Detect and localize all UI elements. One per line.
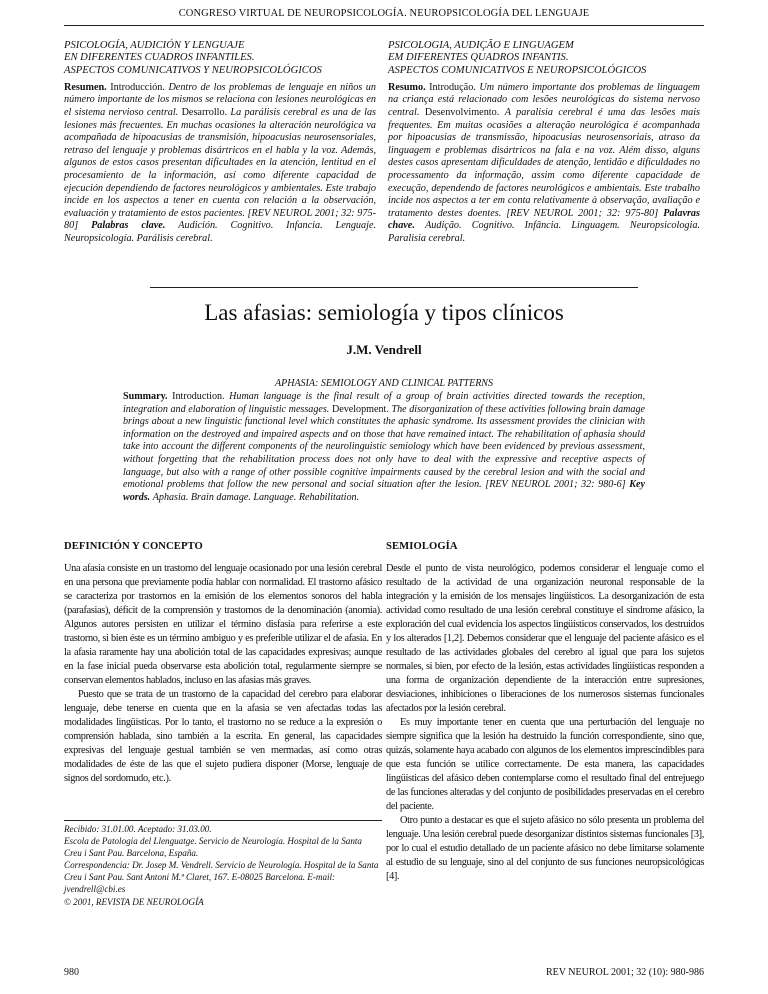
abstract-label: Summary. (123, 391, 168, 402)
paragraph: Desde el punto de vista neurológico, podemos considerar el lenguaje como el resultado de la actividad de una organización neuronal responsable de la integración y la emisión de los mensajes lingüísticos. La desorganización de esta actividad como resultado de una lesión cerebral constituye el síndrome afásico, la exploración del cual evidencia los aspectos lingüísticos conservados, los destruidos y los alterados [1,2]. Debemos considerar que el lenguaje del paciente afásico es el resultado de las actividades globales del cerebro al igual que para los sujetos normales, si bien, por efecto de la lesión, estas actividades lingüísticas responden a una forma de organización dependiente de la interacción entre supresiones, desviaciones, inhibiciones o liberaciones de los numerosos sistemas funcionales afectados por la lesión cerebral. (386, 563, 704, 714)
divider (150, 287, 638, 288)
abstract-en: Summary. Introduction. Human language is the final result of a group of brain activities directed towards the reception, integration and elaboration of linguistic messages. Development. The disorganization of these activities following brain damage brings about a new linguistic functional level which constitutes the aphasic syndrome. Its assessment provides the clinician with information on the destroyed and impaired aspects and on those that have remained intact. The rehabilitation of aphasia should take into account the different components of the neurolinguistic semiology which have been evidenced by previous assessment, without forgetting that the rehabilitation process does not only have to deal with the expressive and receptive aspects of language, but also with a range of other possible cognitive impairments caused by the cerebral lesion and with the social and emotional problems that follow the new personal and social situation after the lesion. [REV NEUROL 2001; 32: 980-6] Key words. Aphasia. Brain damage. Language. Rehabilitation. (123, 391, 645, 503)
keywords: Audición. Cognitivo. Infancia. Lenguaje. Neuropsicología. Parálisis cerebral. (64, 220, 377, 245)
abstract-pt (388, 40, 700, 246)
affiliation: Escola de Patologia del Llenguatge. Servicio de Neurología. Hospital de la Santa Creu i Sant Pau. Barcelona, España. (64, 836, 362, 859)
abstract-label: Resumo. (388, 81, 426, 93)
keywords-label: Palabras clave. (91, 220, 166, 232)
paragraph: Una afasia consiste en un trastorno del lenguaje ocasionado por una lesión cerebral en una persona que previamente podía hablar con normalidad. El trastorno afásico se caracteriza por trastornos en la emisión de los elementos sonoros del habla (parafasias), déficit de la comprensión y trastornos de la denominación (anomia). Algunos autores persisten en utilizar el término disfasia para referirse a este trastorno, si bien éste es un término ambiguo y es preferible utilizar el de afasia. En la afasia raramente hay una abolición total de las capacidades expresivas; aunque en la fase inicial pueda observarse esta abolición total, regularmente siempre se conservan elementos hablados, incluso en las afasias más graves. (64, 563, 382, 686)
paragraph: Puesto que se trata de un trastorno de la capacidad del cerebro para elaborar lenguaje, debe tenerse en cuenta que en la afasia se ven afectadas todas las modalidades lingüísticas. Por lo tanto, el trastorno no se reduce a la expresión o comprensión hablada, sino también a la escrita. En general, las capacidades expresivas del lenguaje gestual también se ven mermadas, así como otras modalidades de éste de las que el sujeto pudiera disponer (Morse, lenguaje de signos del sordomudo, etc.). (64, 689, 382, 784)
abstract-en-title: APHASIA: SEMIOLOGY AND CLINICAL PATTERNS (275, 378, 493, 389)
keywords: Aphasia. Brain damage. Language. Rehabilitation. (152, 491, 360, 503)
section-heading: DEFINICIÓN Y CONCEPTO (64, 541, 203, 552)
correspondence: Correspondencia: Dr. Josep M. Vendrell. Servicio de Neurología. Hospital de la Santa Creu i Sant Pau. Sant Antoni M.ª Claret, 167. E-08025 Barcelona. E-mail: jvendrell@cbi.es (64, 860, 379, 895)
copyright: © 2001, REVISTA DE NEUROLOGÍA (64, 896, 204, 907)
journal-citation: REV NEUROL 2001; 32 (10): 980-986 (545, 967, 704, 978)
body-column-left (64, 540, 382, 786)
abstract-es-title: PSICOLOGÍA, AUDICIÓN Y LENGUAJE EN DIFERENTES CUADROS INFANTILES. ASPECTOS COMUNICATIVOS Y NEUROPSICOLÓGICOS (64, 40, 322, 76)
author: J.M. Vendrell (346, 342, 422, 357)
abstract-label: Resumen. (64, 81, 107, 93)
abstract-es-body: Resumen. Introducción. Dentro de los problemas de lenguaje en niños un número importante de los mismos se relaciona con lesiones neurológicas en el sistema nervioso central. Desarrollo. La parálisis cerebral es una de las lesiones más frecuentes. En muchas ocasiones la alteración neurológica va acompañada de hipoacusias de transmisión, hipoacusias neurosensoriales, retraso del lenguaje y problemas disártricos en el habla y la voz. Además, algunos de estos casos presentan dificultades en la atención, lentitud en el procesamiento de la información, así como diferente capacidad de ejecución dependiendo de factores neurológicos y ambientales. Este trabajo incide en los aspectos a tener en cuenta con relación a la observación, evaluación y tratamiento de estos pacientes. [REV NEUROL 2001; 32: 975-80] Palabras clave. Audición. Cognitivo. Infancia. Lenguaje. Neuropsicología. Parálisis cerebral. (64, 81, 377, 245)
article-metadata (64, 820, 382, 908)
received-date: Recibido: 31.01.00. Aceptado: 31.03.00. (64, 824, 212, 834)
page-number: 980 (64, 967, 79, 978)
abstract-pt-body: Resumo. Introdução. Um número importante dos problemas de linguagem na criança está relacionado com lesões neurológicas do sistema nervoso central. Desenvolvimento. A paralisia cerebral é uma das lesões mais frequentes. Em muitas ocasiões a alteração neurológica é acompanhada por hipoacusias de transmissão, hipoacusias neurosensoriais, atraso da linguagem e problemas disártricos na fala e na voz. Além disso, alguns destes casos apresentam dificuldades de atenção, lentidão e dificuldades no processamento da informação, assim como diferente capacidade de execução, dependendo de factores neurológicos e ambientais. Este trabalho incide nos aspectos a ter em conta relativamente à observação, avaliação e tratamento destes doentes. [REV NEUROL 2001; 32: 975-80] Palavras chave. Audição. Cognitivo. Infância. Linguagem. Neuropsicologia. Paralisia cerebral. (388, 81, 701, 245)
section-heading: SEMIOLOGÍA (386, 541, 458, 552)
running-head: CONGRESO VIRTUAL DE NEUROPSICOLOGÍA. NEUROPSICOLOGÍA DEL LENGUAJE (64, 8, 704, 26)
abstract-pt-title: PSICOLOGIA, AUDIÇÃO E LINGUAGEM EM DIFERENTES QUADROS INFANTIS. ASPECTOS COMUNICATIVOS E NEUROPSICOLÓGICOS (388, 40, 647, 76)
keywords: Audição. Cognitivo. Infância. Linguagem. Neuropsicologia. Paralisia cerebral. (388, 220, 700, 245)
body-column-right (386, 540, 704, 884)
keywords-label: Key words. (123, 479, 645, 503)
paragraph: Es muy importante tener en cuenta que una perturbación del lenguaje no siempre significa que la lesión ha destruido la función correspondiente, sino que, quizás, solamente haya acabado con algunos de los elementos imprescindibles para que esta función se utilice correctamente. De esta manera, las capacidades lingüísticas del afásico deben contemplarse como el resultado final del entrejuego de las funciones alteradas y del conjunto de posibilidades preservadas en el cerebro del paciente. (386, 717, 704, 812)
keywords-label: Palavras chave. (388, 207, 700, 232)
article-title: Las afasias: semiología y tipos clínicos (204, 300, 564, 325)
abstract-es (64, 40, 376, 246)
paragraph: Otro punto a destacar es que el sujeto afásico no sólo presenta un problema del lenguaje. Una lesión cerebral puede desorganizar distintos sistemas funcionales [3], por lo cual el estudio detallado de un paciente afásico no debe limitarse solamente al estudio de su lenguaje, sino al del conjunto de sus funciones neuropsicológicas [4]. (386, 815, 704, 882)
